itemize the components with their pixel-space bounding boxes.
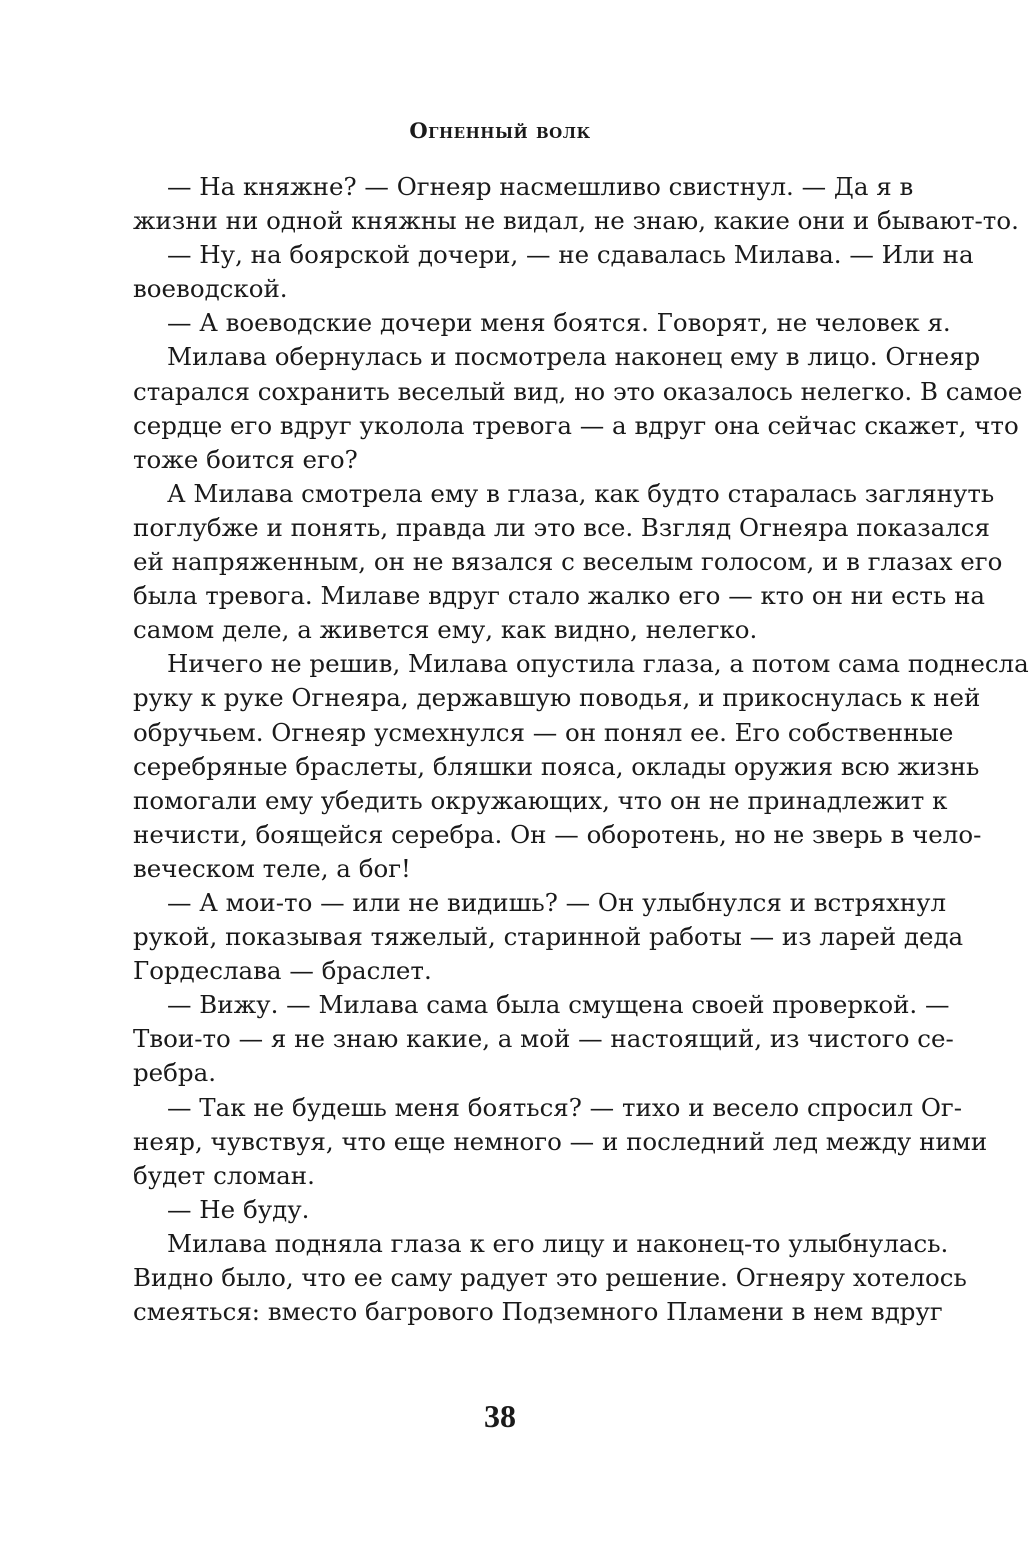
- text-line: ей напряженным, он не вязался с веселым голосом, и в глазах его: [133, 547, 1003, 577]
- text-line: помогали ему убедить окружающих, что он не принадлежит к: [133, 785, 948, 815]
- text-line: А Милава смотрела ему в глаза, как будто старалась заглянуть: [167, 478, 995, 508]
- text-line: смеяться: вместо багрового Подземного Пламени в нем вдруг: [133, 1297, 943, 1327]
- text-line: — Так не будешь меня бояться? — тихо и весело спросил Ог-: [167, 1092, 963, 1122]
- text-line: воеводской.: [133, 274, 288, 304]
- text-line: Видно было, что ее саму радует это решение. Огнеяру хотелось: [133, 1263, 967, 1292]
- text-line: самом деле, а живется ему, как видно, нелегко.: [133, 615, 758, 645]
- text-line: Милава подняла глаза к его лицу и наконец-то улыбнулась.: [167, 1228, 949, 1258]
- text-line: руку к руке Огнеяра, державшую поводья, и прикоснулась к ней: [133, 683, 981, 713]
- text-line: — Не буду.: [167, 1194, 310, 1224]
- text-line: Гордеслава — браслет.: [133, 956, 432, 986]
- text-line: была тревога. Милаве вдруг стало жалко его — кто он ни есть на: [133, 581, 986, 611]
- text-line: будет сломан.: [133, 1160, 315, 1190]
- page-number: 38: [484, 1398, 516, 1434]
- text-line: серебряные браслеты, бляшки пояса, оклады оружия всю жизнь: [133, 751, 980, 781]
- text-line: — Вижу. — Милава сама была смущена своей проверкой. —: [167, 990, 950, 1020]
- text-line: Твои-то — я не знаю какие, а мой — настоящий, из чистого се-: [133, 1024, 954, 1054]
- text-line: — А мои-то — или не видишь? — Он улыбнулся и встряхнул: [167, 887, 947, 917]
- text-line: неяр, чувствуя, что еще немного — и последний лед между ними: [133, 1126, 988, 1156]
- text-line: жизни ни одной княжны не видал, не знаю, какие они и бывают-то.: [133, 206, 1019, 236]
- text-line: ребра.: [133, 1058, 217, 1088]
- text-line: поглубже и понять, правда ли это все. Взгляд Огнеяра показался: [133, 512, 990, 542]
- text-line: — А воеводские дочери меня боятся. Говорят, не человек я.: [167, 308, 951, 338]
- text-line: сердце его вдруг уколола тревога — а вдруг она сейчас скажет, что: [133, 410, 1019, 440]
- text-line: Ничего не решив, Милава опустила глаза, а потом сама поднесла: [167, 649, 1029, 679]
- body-text: [133, 170, 1029, 1329]
- running-head: Огненный волк: [409, 118, 591, 143]
- text-line: — На княжне? — Огнеяр насмешливо свистнул. — Да я в: [167, 172, 914, 201]
- text-line: старался сохранить веселый вид, но это оказалось нелегко. В самое: [133, 376, 1023, 406]
- text-line: Милава обернулась и посмотрела наконец ему в лицо. Огнеяр: [167, 342, 981, 372]
- text-line: веческом теле, а бог!: [133, 853, 411, 883]
- text-line: тоже боится его?: [133, 444, 358, 474]
- text-line: нечисти, боящейся серебра. Он — оборотень, но не зверь в чело-: [133, 819, 982, 849]
- text-line: — Ну, на боярской дочери, — не сдавалась Милава. — Или на: [167, 240, 974, 270]
- text-line: обручьем. Огнеяр усмехнулся — он понял ее. Его собственные: [133, 717, 954, 747]
- text-line: рукой, показывая тяжелый, старинной работы — из ларей деда: [133, 922, 964, 952]
